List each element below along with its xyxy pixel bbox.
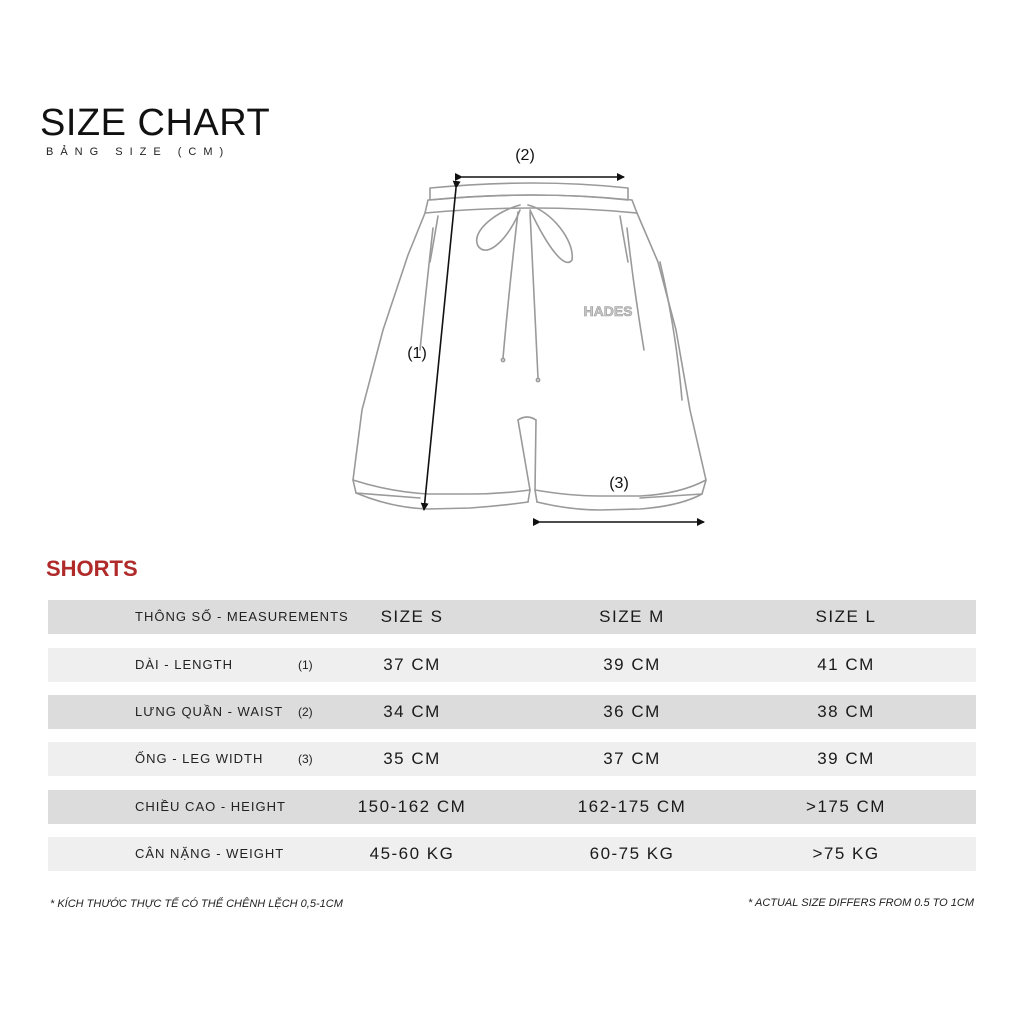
row-label: CÂN NẶNG - WEIGHT [135, 846, 285, 861]
cell-size-m: 37 CM [603, 749, 661, 768]
note-vietnamese: * KÍCH THƯỚC THỰC TẾ CÓ THỂ CHÊNH LỆCH 0,5-1CM [50, 898, 343, 910]
header-label: THÔNG SỐ - MEASUREMENTS [135, 609, 349, 624]
header-size-m: SIZE M [599, 607, 665, 626]
marker-length: (1) [407, 345, 427, 362]
cell-size-s: 35 CM [383, 749, 441, 768]
table-row [48, 695, 976, 729]
brand-logo: HADES [583, 303, 633, 319]
cell-size-s: 150-162 CM [357, 797, 467, 816]
table-row [48, 648, 976, 682]
cell-size-m: 39 CM [603, 655, 661, 674]
note-english: * ACTUAL SIZE DIFFERS FROM 0.5 TO 1CM [748, 897, 974, 909]
table-row [48, 837, 976, 871]
cell-size-s: 34 CM [383, 702, 441, 721]
table-row [48, 742, 976, 776]
cell-size-m: 60-75 KG [589, 844, 675, 863]
section-title: SHORTS [46, 556, 138, 581]
header-size-l: SIZE L [815, 607, 877, 626]
table-row [48, 790, 976, 824]
cell-size-l: 39 CM [817, 749, 875, 768]
cell-size-l: 38 CM [817, 702, 875, 721]
cell-size-l: >175 CM [806, 797, 886, 816]
row-ref: (2) [298, 705, 313, 719]
cell-size-s: 37 CM [383, 655, 441, 674]
row-label: DÀI - LENGTH [135, 657, 233, 672]
row-ref: (3) [298, 752, 313, 766]
cell-size-s: 45-60 KG [369, 844, 455, 863]
row-label: CHIỀU CAO - HEIGHT [135, 799, 286, 814]
row-label: ỐNG - LEG WIDTH [135, 751, 264, 766]
marker-waist: (2) [515, 147, 535, 164]
cell-size-m: 162-175 CM [577, 797, 687, 816]
shorts-outline [353, 183, 706, 510]
cell-size-m: 36 CM [603, 702, 661, 721]
table-header-row [48, 600, 976, 634]
cell-size-l: 41 CM [817, 655, 875, 674]
header-size-s: SIZE S [380, 607, 444, 626]
page-subtitle: BẢNG SIZE (CM) [46, 146, 231, 158]
row-ref: (1) [298, 658, 313, 672]
row-label: LƯNG QUẦN - WAIST [135, 704, 284, 719]
length-arrow [424, 188, 456, 510]
cell-size-l: >75 KG [812, 844, 880, 863]
marker-leg: (3) [609, 475, 629, 492]
page-title: SIZE CHART [40, 102, 271, 144]
